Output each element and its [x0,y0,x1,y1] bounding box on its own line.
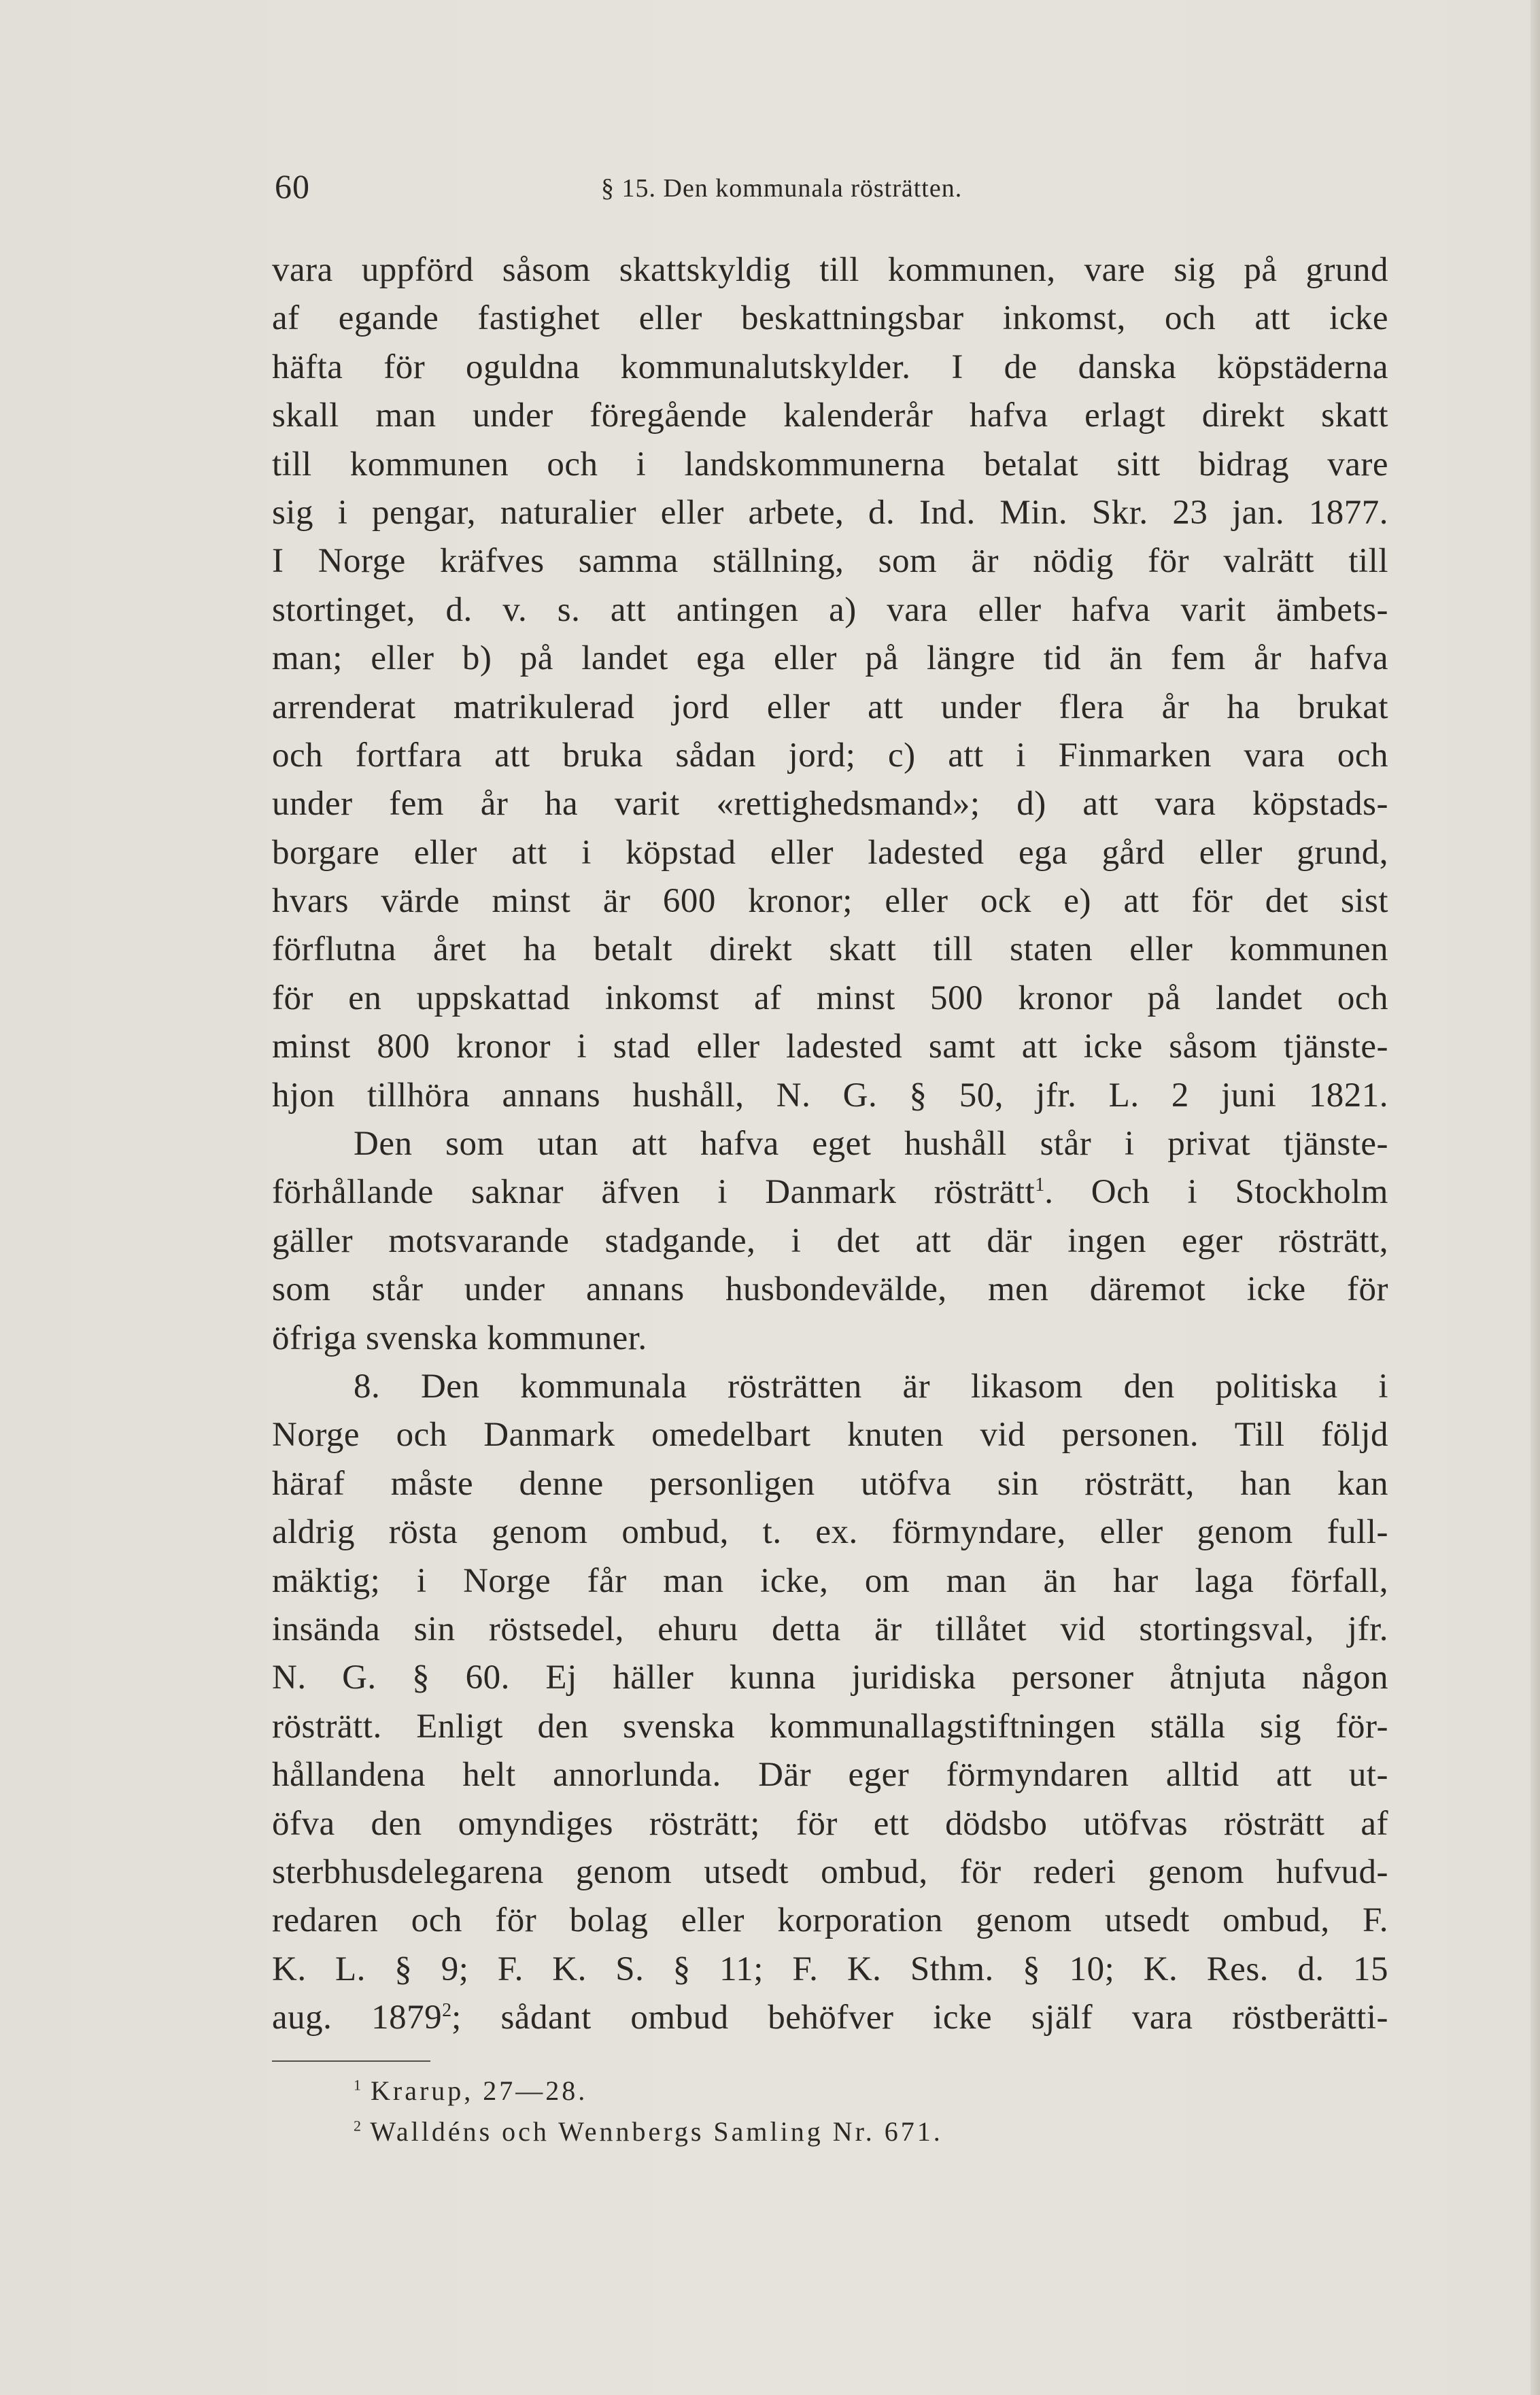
text-line: som står under annans husbondevälde, men däremot icke för [272,1270,1388,1309]
text-line: Den som utan att hafva eget hushåll står i privat tjänste- [354,1125,1388,1163]
text-line: vara uppförd såsom skattskyldig till kommunen, vare sig på grund [272,251,1388,289]
page-edge [1530,0,1540,2395]
text-line: hjon tillhöra annans hushåll, N. G. § 50, jfr. L. 2 juni 1821. [272,1076,1388,1115]
footnote-number: 2 [354,2117,361,2135]
text-line: insända sin röstsedel, ehuru detta är tillåtet vid stortingsval, jfr. [272,1610,1388,1648]
text-line: af egande fastighet eller beskattningsbar inkomst, och att icke [272,299,1388,338]
footnote-marker: 1 [1035,1174,1045,1196]
text-line: skall man under föregående kalenderår hafva erlagt direkt skatt [272,396,1388,435]
footnote [354,2071,1305,2111]
text-line: aldrig rösta genom ombud, t. ex. förmyndare, eller genom full- [272,1513,1388,1552]
text-line: borgare eller att i köpstad eller ladested ega gård eller grund, [272,833,1388,872]
text-line: minst 800 kronor i stad eller ladested samt att icke såsom tjänste- [272,1027,1388,1066]
text-line: I Norge kräfves samma ställning, som är nödig för valrätt till [272,542,1388,581]
text-segment: ; sådant ombud behöfver icke själf vara röstberätti- [451,1999,1388,2037]
text-line: Norge och Danmark omedelbart knuten vid personen. Till följd [272,1416,1388,1455]
text-line: gäller motsvarande stadgande, i det att där ingen eger rösträtt, [272,1221,1388,1260]
text-line: hvars värde minst är 600 kronor; eller ock e) att för det sist [272,882,1388,921]
text-segment: förhållande saknar äfven i Danmark rösträtt [272,1173,1036,1212]
text-line: och fortfara att bruka sådan jord; c) att i Finmarken vara och [272,736,1388,775]
text-line: K. L. § 9; F. K. S. § 11; F. K. Sthm. § 10; K. Res. d. 15 [272,1950,1388,1988]
text-line: stortinget, d. v. s. att antingen a) vara eller hafva varit ämbets- [272,590,1388,629]
text-line: N. G. § 60. Ej häller kunna juridiska personer åtnjuta någon [272,1659,1388,1697]
page-header [275,167,1383,214]
page-number: 60 [275,167,310,205]
running-head: § 15. Den kommunala rösträtten. [601,174,963,203]
text-segment: aug. 1879 [272,1999,443,2037]
text-line: sterbhusdelegarena genom utsedt ombud, för rederi genom hufvud- [272,1852,1388,1891]
text-line: till kommunen och i landskommunerna betalat sitt bidrag vare [272,445,1388,483]
footnotes [354,2071,1305,2152]
footnote-text: Krarup, 27—28. [371,2075,588,2106]
text-line: förflutna året ha betalt direkt skatt till staten eller kommunen [272,930,1388,969]
text-line-with-footnote [272,1168,1388,1217]
text-line: för en uppskattad inkomst af minst 500 kronor på landet och [272,979,1388,1017]
text-line: under fem år ha varit «rettighedsmand»; d) att vara köpstads- [272,785,1388,823]
text-line: rösträtt. Enligt den svenska kommunallagstiftningen ställa sig för- [272,1707,1388,1746]
footnote-marker: 2 [442,2000,452,2022]
text-line: hållandena helt annorlunda. Där eger förmyndaren alltid att ut- [272,1756,1388,1795]
text-segment: . Och i Stockholm [1044,1173,1388,1212]
text-line: man; eller b) på landet ega eller på längre tid än fem år hafva [272,639,1388,678]
text-line: 8. Den kommunala rösträtten är likasom den politiska i [354,1367,1388,1406]
text-line: mäktig; i Norge får man icke, om man än har laga förfall, [272,1561,1388,1600]
footnote-rule [272,2060,430,2062]
text-line: öfriga svenska kommuner. [272,1319,647,1357]
footnote-text: Walldéns och Wennbergs Samling Nr. 671. [370,2116,943,2147]
text-line: häraf måste denne personligen utöfva sin rösträtt, han kan [272,1464,1388,1503]
footnote [354,2111,1305,2152]
text-line: sig i pengar, naturalier eller arbete, d. Ind. Min. Skr. 23 jan. 1877. [272,493,1388,532]
footnote-number: 1 [354,2076,361,2094]
text-line: häfta för oguldna kommunalutskylder. I de danska köpstäderna [272,347,1388,386]
text-line: arrenderat matrikulerad jord eller att under flera år ha brukat [272,687,1388,726]
text-line: redaren och för bolag eller korporation genom utsedt ombud, F. [272,1901,1388,1940]
text-line-with-footnote [272,1994,1388,2042]
text-line: öfva den omyndiges rösträtt; för ett dödsbo utöfvas rösträtt af [272,1804,1388,1843]
body-text [272,246,1388,2042]
